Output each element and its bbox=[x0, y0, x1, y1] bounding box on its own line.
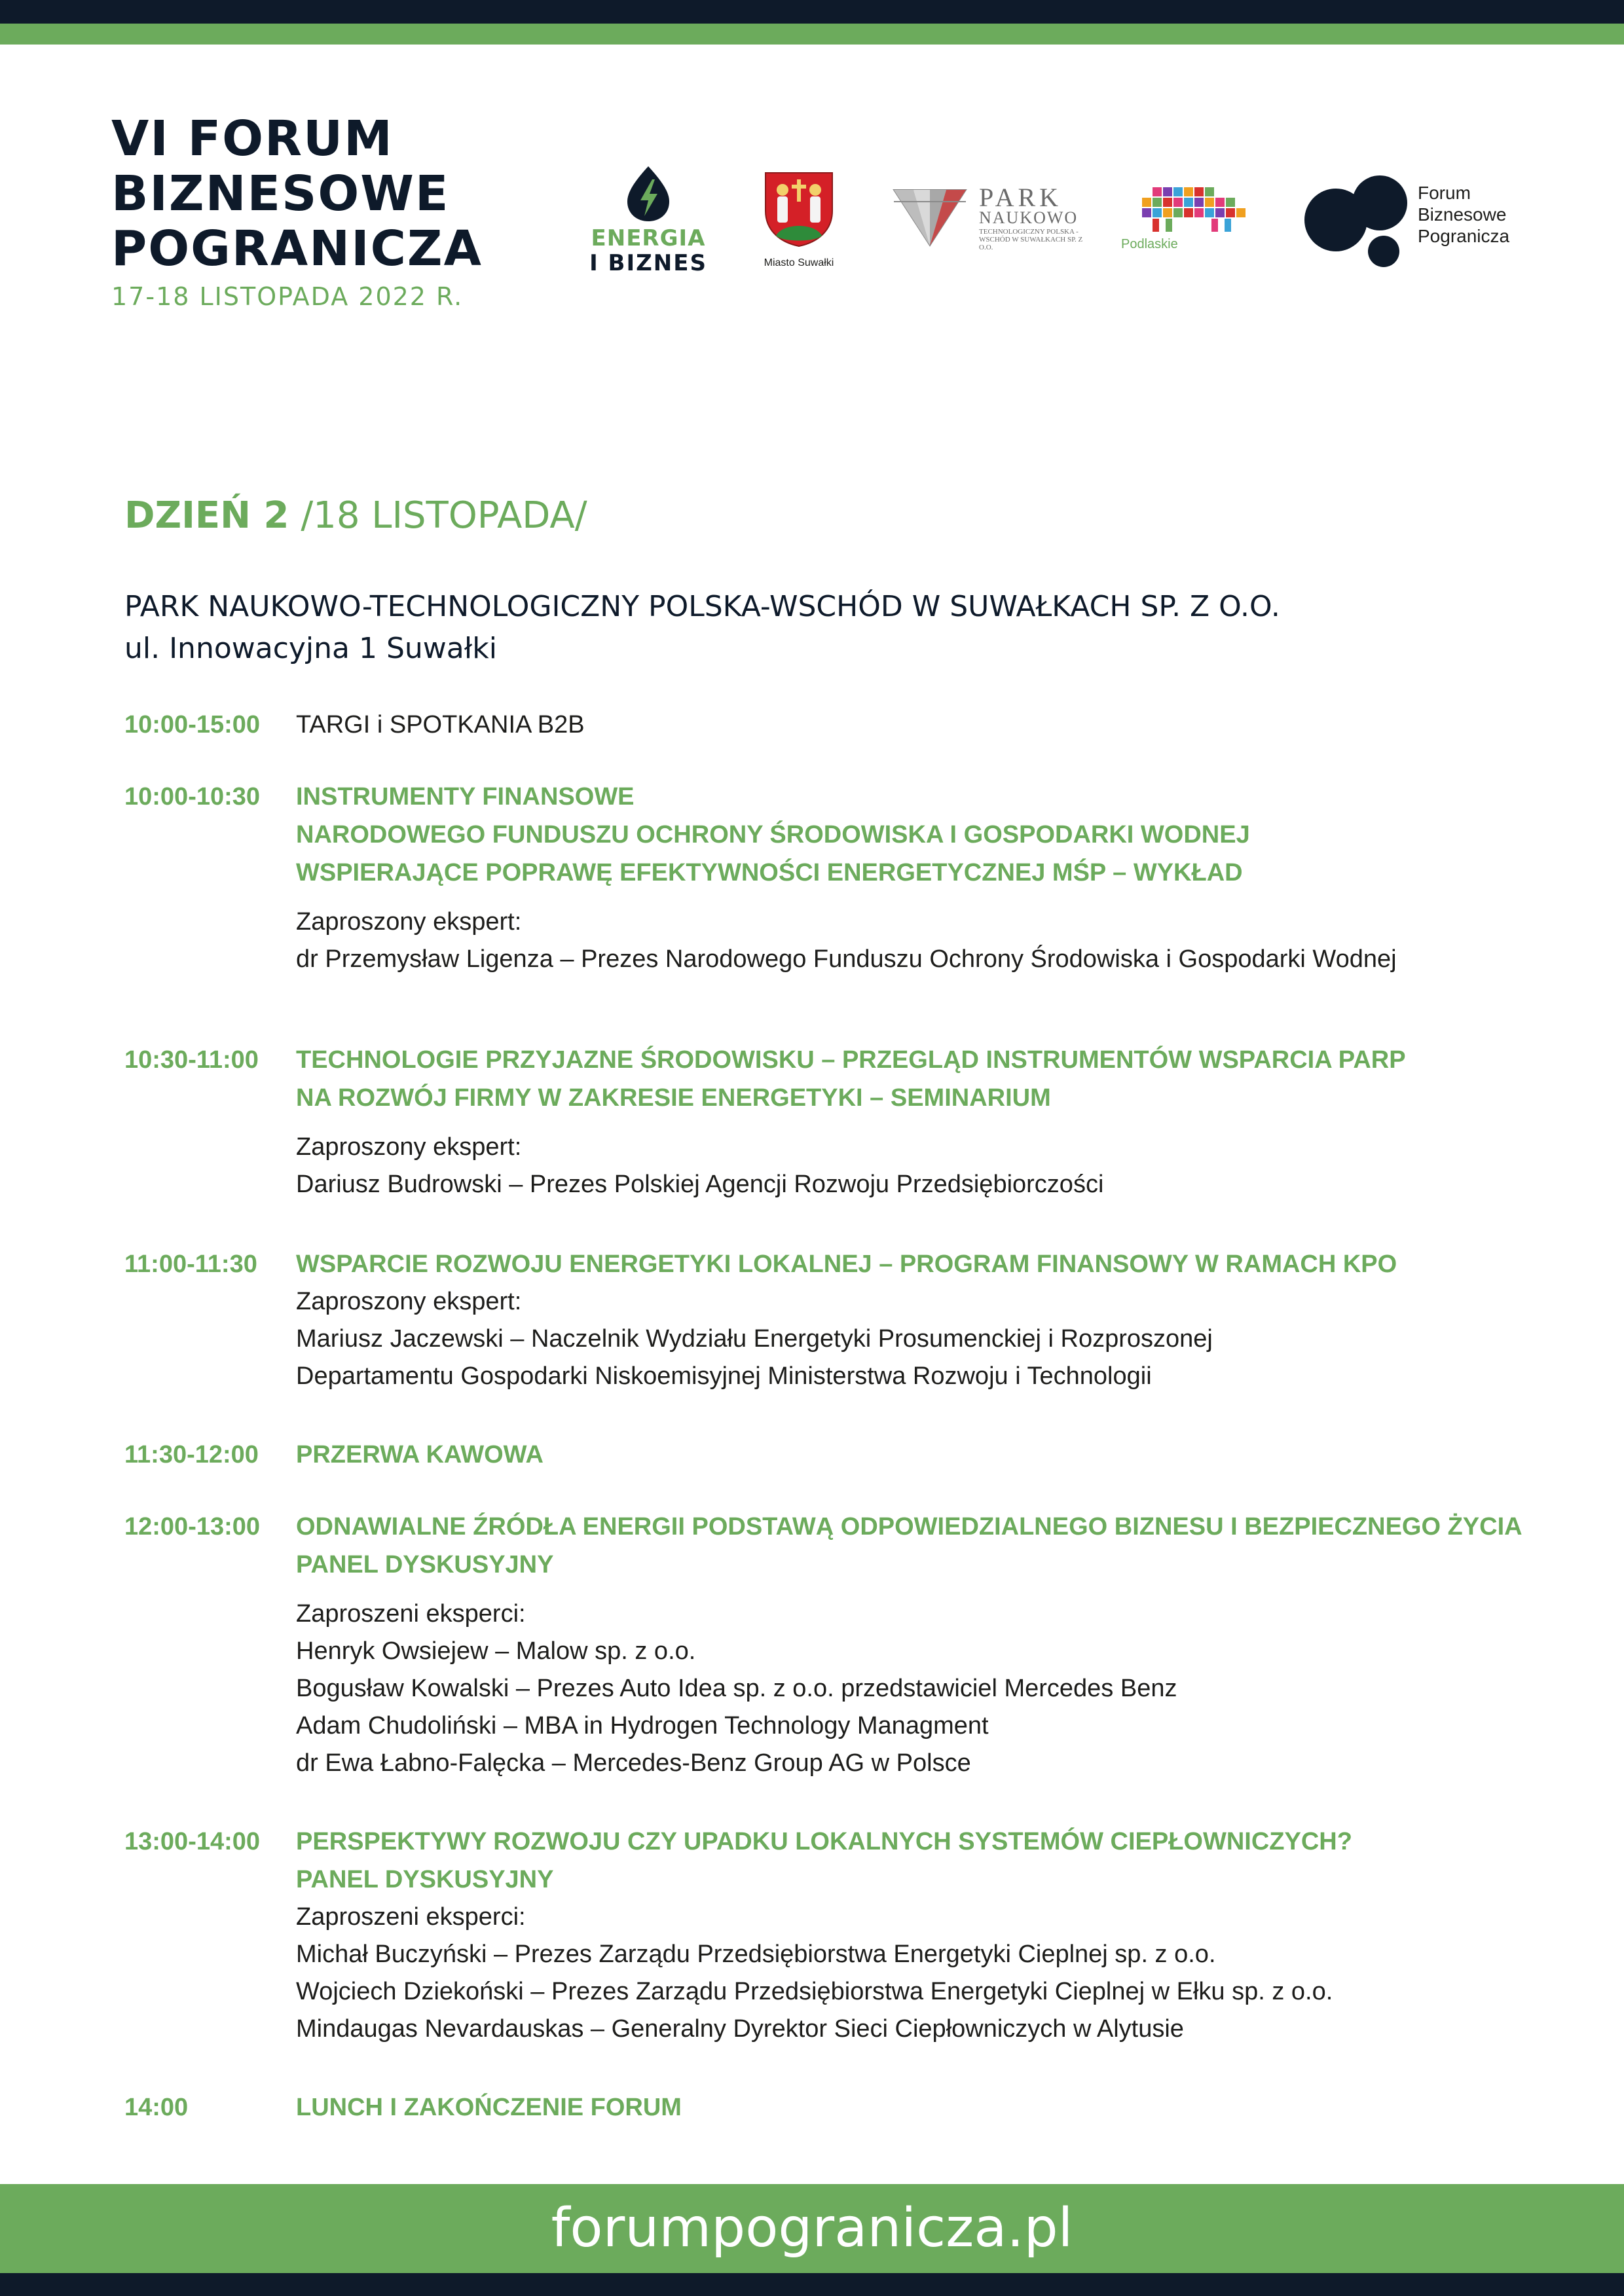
agenda-time: 12:00-13:00 bbox=[124, 1513, 261, 1540]
agenda-time: 14:00 bbox=[124, 2094, 189, 2121]
agenda-experts bbox=[296, 1283, 1532, 1395]
circles-icon bbox=[1300, 169, 1418, 267]
experts-label: Zaproszony ekspert: bbox=[296, 1133, 522, 1161]
agenda-title-line: PANEL DYSKUSYJNY bbox=[296, 1866, 554, 1893]
expert-entry: dr Przemysław Ligenza – Prezes Narodowego Funduszu Ochrony Środowiska i Gospodarki Wodnej bbox=[296, 945, 1397, 973]
agenda-item-5 bbox=[124, 1436, 1532, 1474]
agenda bbox=[124, 706, 1532, 2126]
agenda-item-1 bbox=[124, 706, 1532, 744]
fbp-line-1: Forum bbox=[1418, 183, 1471, 203]
forum-biznesowe-logo-text bbox=[1418, 182, 1509, 247]
agenda-time: 11:30-12:00 bbox=[124, 1441, 259, 1468]
energia-biznes-logo bbox=[576, 164, 720, 276]
expert-entry: Bogusław Kowalski – Prezes Auto Idea sp. z o.o. przedstawiciel Mercedes Benz bbox=[296, 1675, 1177, 1702]
agenda-time: 11:00-11:30 bbox=[124, 1250, 257, 1278]
fbp-line-3: Pogranicza bbox=[1418, 226, 1510, 246]
agenda-experts bbox=[296, 1595, 1532, 1782]
experts-label: Zaproszony ekspert: bbox=[296, 1288, 522, 1315]
agenda-item-8 bbox=[124, 2088, 1532, 2126]
lightning-drop-icon bbox=[622, 164, 674, 223]
day-heading bbox=[124, 494, 587, 537]
expert-entry: Dariusz Budrowski – Prezes Polskiej Agencji Rozwoju Przedsiębiorczości bbox=[296, 1171, 1104, 1198]
agenda-title-line: INSTRUMENTY FINANSOWE bbox=[296, 783, 635, 811]
agenda-title-line: PANEL DYSKUSYJNY bbox=[296, 1551, 554, 1578]
website-link[interactable]: forumpogranicza.pl bbox=[551, 2197, 1073, 2259]
agenda-item-6 bbox=[124, 1508, 1532, 1782]
fbp-line-2: Biznesowe bbox=[1418, 204, 1507, 225]
agenda-title-line: NARODOWEGO FUNDUSZU OCHRONY ŚRODOWISKA I GOSPODARKI WODNEJ bbox=[296, 821, 1250, 848]
experts-label: Zaproszeni eksperci: bbox=[296, 1903, 526, 1931]
agenda-item-4 bbox=[124, 1245, 1532, 1395]
diamond-icon bbox=[887, 183, 972, 249]
forum-title bbox=[111, 111, 483, 313]
agenda-experts bbox=[296, 1899, 1532, 2048]
agenda-title-line: LUNCH I ZAKOŃCZENIE FORUM bbox=[296, 2094, 682, 2121]
expert-entry: Departamentu Gospodarki Niskoemisyjnej Ministerstwa Rozwoju i Technologii bbox=[296, 1362, 1152, 1390]
venue-name: PARK NAUKOWO-TECHNOLOGICZNY POLSKA-WSCHÓD W SUWAŁKACH SP. Z O.O. bbox=[124, 590, 1280, 623]
expert-entry: Henryk Owsiejew – Malow sp. z o.o. bbox=[296, 1637, 696, 1665]
agenda-time: 13:00-14:00 bbox=[124, 1828, 261, 1855]
agenda-title-line: TECHNOLOGIE PRZYJAZNE ŚRODOWISKU – PRZEGLĄD INSTRUMENTÓW WSPARCIA PARP bbox=[296, 1046, 1406, 1074]
forum-biznesowe-logo bbox=[1300, 169, 1516, 267]
agenda-item-3 bbox=[124, 1041, 1532, 1203]
experts-label: Zaproszony ekspert: bbox=[296, 908, 522, 936]
expert-entry: Michał Buczyński – Prezes Zarządu Przedsiębiorstwa Energetyki Cieplnej sp. z o.o. bbox=[296, 1941, 1216, 1968]
agenda-experts bbox=[296, 1129, 1532, 1203]
agenda-title: TARGI i SPOTKANIA B2B bbox=[296, 711, 585, 738]
agenda-time: 10:00-15:00 bbox=[124, 711, 261, 738]
energia-logo-line-1: ENERGIA bbox=[591, 225, 706, 251]
park-logo-line-3: TECHNOLOGICZNY POLSKA - WSCHÓD W SUWAŁKACH SP. Z O.O. bbox=[979, 228, 1083, 251]
podlaskie-caption: Podlaskie bbox=[1121, 237, 1178, 251]
day-label: DZIEŃ 2 bbox=[124, 494, 289, 537]
agenda-item-2 bbox=[124, 778, 1532, 978]
miasto-suwalki-logo bbox=[760, 170, 838, 269]
venue bbox=[124, 586, 1280, 670]
expert-entry: Mindaugas Nevardauskas – Generalny Dyrektor Sieci Ciepłowniczych w Alytusie bbox=[296, 2015, 1184, 2043]
forum-date: 17-18 LISTOPADA 2022 R. bbox=[111, 282, 464, 311]
agenda-title-line: WSPIERAJĄCE POPRAWĘ EFEKTYWNOŚCI ENERGETYCZNEJ MŚP – WYKŁAD bbox=[296, 859, 1243, 886]
park-logo bbox=[887, 183, 1083, 255]
venue-address: ul. Innowacyjna 1 Suwałki bbox=[124, 632, 497, 665]
podlaskie-logo bbox=[1120, 183, 1257, 255]
expert-entry: Wojciech Dziekoński – Prezes Zarządu Przedsiębiorstwa Energetyki Cieplnej w Ełku sp. z o.o. bbox=[296, 1978, 1333, 2005]
agenda-experts bbox=[296, 903, 1532, 978]
energia-logo-line-2: I BIZNES bbox=[589, 250, 707, 276]
forum-title-line-1: VI FORUM bbox=[111, 111, 394, 167]
expert-entry: dr Ewa Łabno-Falęcka – Mercedes-Benz Group AG w Polsce bbox=[296, 1749, 971, 1777]
top-green-band bbox=[0, 24, 1624, 45]
park-logo-line-1: PARK bbox=[979, 183, 1063, 212]
expert-entry: Mariusz Jaczewski – Naczelnik Wydziału Energetyki Prosumenckiej i Rozproszonej bbox=[296, 1325, 1213, 1353]
bottom-dark-band bbox=[0, 2273, 1624, 2296]
agenda-title-line: PRZERWA KAWOWA bbox=[296, 1441, 544, 1468]
agenda-title-line: PERSPEKTYWY ROZWOJU CZY UPADKU LOKALNYCH SYSTEMÓW CIEPŁOWNICZYCH? bbox=[296, 1828, 1352, 1855]
expert-entry: Adam Chudoliński – MBA in Hydrogen Technology Managment bbox=[296, 1712, 989, 1740]
forum-title-line-3: POGRANICZA bbox=[111, 221, 483, 277]
coat-of-arms-icon bbox=[763, 170, 835, 249]
bison-mosaic-icon bbox=[1120, 183, 1257, 236]
agenda-time: 10:30-11:00 bbox=[124, 1046, 259, 1074]
day-date: /18 LISTOPADA/ bbox=[289, 494, 587, 537]
suwalki-caption: Miasto Suwałki bbox=[764, 257, 834, 268]
park-logo-line-2: NAUKOWO bbox=[979, 208, 1079, 227]
agenda-title-line: WSPARCIE ROZWOJU ENERGETYKI LOKALNEJ – PROGRAM FINANSOWY W RAMACH KPO bbox=[296, 1250, 1397, 1278]
agenda-title-line: ODNAWIALNE ŹRÓDŁA ENERGII PODSTAWĄ ODPOWIEDZIALNEGO BIZNESU I BEZPIECZNEGO ŻYCIA bbox=[296, 1513, 1522, 1540]
experts-label: Zaproszeni eksperci: bbox=[296, 1600, 526, 1628]
forum-title-line-2: BIZNESOWE bbox=[111, 166, 450, 222]
agenda-title-line: NA ROZWÓJ FIRMY W ZAKRESIE ENERGETYKI – SEMINARIUM bbox=[296, 1084, 1051, 1112]
agenda-time: 10:00-10:30 bbox=[124, 783, 261, 811]
top-dark-band bbox=[0, 0, 1624, 24]
agenda-item-7 bbox=[124, 1823, 1532, 2048]
